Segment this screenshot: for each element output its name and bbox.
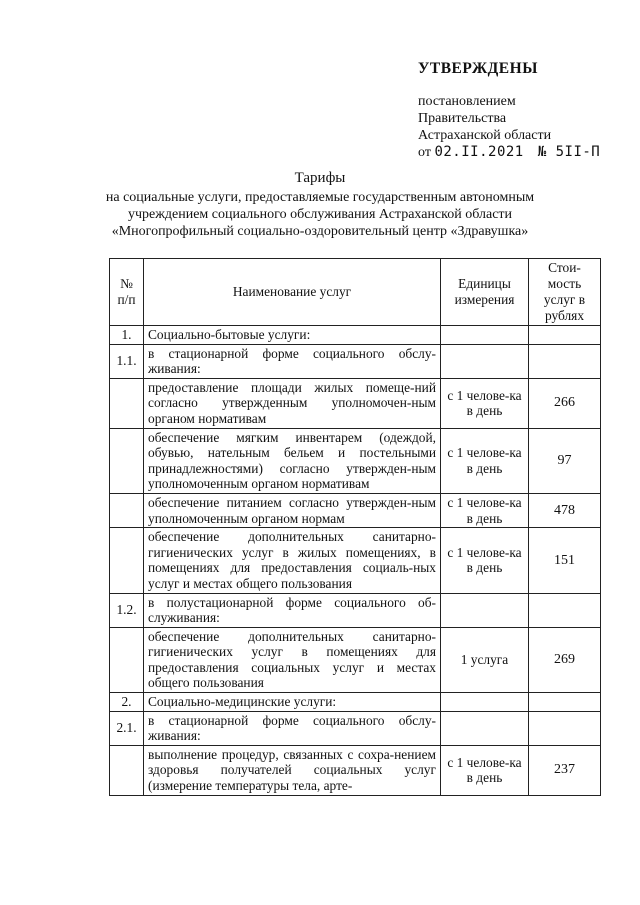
- service-price: 151: [529, 528, 601, 593]
- table-row: [110, 344, 601, 378]
- row-number: 2.: [110, 693, 144, 712]
- service-unit: с 1 челове-ка в день: [441, 745, 529, 795]
- service-price: [529, 693, 601, 712]
- service-price: [529, 326, 601, 345]
- service-unit: [441, 711, 529, 745]
- row-number: [110, 745, 144, 795]
- row-number: 1.: [110, 326, 144, 345]
- table-row: [110, 378, 601, 428]
- approval-line: Правительства: [418, 111, 507, 126]
- header-price: Стои-мость услуг в рублях: [529, 259, 601, 326]
- service-price: 269: [529, 627, 601, 692]
- service-name: в стационарной форме социального обслу-живания:: [144, 711, 441, 745]
- approval-title: УТВЕРЖДЕНЫ: [418, 60, 538, 77]
- service-unit: [441, 344, 529, 378]
- service-unit: [441, 693, 529, 712]
- header-unit: Единицы измерения: [441, 259, 529, 326]
- row-number: 1.2.: [110, 593, 144, 627]
- row-number: 2.1.: [110, 711, 144, 745]
- service-unit: [441, 326, 529, 345]
- table-row: [110, 326, 601, 345]
- service-name: в стационарной форме социального обслу-живания:: [144, 344, 441, 378]
- service-price: 478: [529, 493, 601, 527]
- approval-line: Астраханской области: [418, 128, 552, 143]
- table-row: [110, 693, 601, 712]
- document-title: [0, 170, 640, 240]
- service-unit: с 1 челове-ка в день: [441, 528, 529, 593]
- service-name: обеспечение дополнительных санитарно-гигиенических услуг в жилых помещениях, в помещениях для предоставления социаль-ных услуг и местах общего пользования: [144, 528, 441, 593]
- row-number: 1.1.: [110, 344, 144, 378]
- row-number: [110, 428, 144, 493]
- table-body: [110, 326, 601, 796]
- row-number: [110, 493, 144, 527]
- table-row: [110, 528, 601, 593]
- row-number: [110, 528, 144, 593]
- approval-number: № 5II-П: [537, 144, 601, 160]
- approval-block: [418, 60, 600, 161]
- table-row: [110, 428, 601, 493]
- table-row: [110, 711, 601, 745]
- document-title-line: учреждением социального обслуживания Астраханской области: [127, 207, 513, 222]
- service-name: обеспечение дополнительных санитарно-гигиенических услуг в помещениях для предоставления социальных услуг и местах общего пользования: [144, 627, 441, 692]
- service-price: [529, 711, 601, 745]
- service-name: выполнение процедур, связанных с сохра-нением здоровья получателей социальных услуг (измерение температуры тела, арте-: [144, 745, 441, 795]
- service-unit: с 1 челове-ка в день: [441, 378, 529, 428]
- service-unit: с 1 челове-ка в день: [441, 493, 529, 527]
- service-unit: 1 услуга: [441, 627, 529, 692]
- service-name: обеспечение мягким инвентарем (одеждой, обувью, нательным бельем и постельными принадлежностями) согласно утвержден-ным уполномоченным органом нормативам: [144, 428, 441, 493]
- header-num: № п/п: [110, 259, 144, 326]
- approval-date: 02.II.2021: [434, 144, 524, 160]
- table-header-row: [110, 259, 601, 326]
- service-price: 266: [529, 378, 601, 428]
- service-price: [529, 593, 601, 627]
- table-row: [110, 493, 601, 527]
- header-name: Наименование услуг: [144, 259, 441, 326]
- date-prefix: от: [418, 145, 431, 160]
- service-name: Социально-бытовые услуги:: [144, 326, 441, 345]
- table-row: [110, 745, 601, 795]
- service-unit: с 1 челове-ка в день: [441, 428, 529, 493]
- table-row: [110, 627, 601, 692]
- document-heading: Тарифы: [294, 170, 346, 186]
- row-number: [110, 378, 144, 428]
- approval-line: постановлением: [418, 94, 516, 109]
- row-number: [110, 627, 144, 692]
- service-name: обеспечение питанием согласно утвержден-ным уполномоченным органом нормам: [144, 493, 441, 527]
- document-title-line: «Многопрофильный социально-оздоровительный центр «Здравушка»: [111, 224, 529, 239]
- service-name: Социально-медицинские услуги:: [144, 693, 441, 712]
- service-name: предоставление площади жилых помеще-ний согласно утвержденным уполномочен-ным органом нормативам: [144, 378, 441, 428]
- document-title-line: на социальные услуги, предоставляемые государственным автономным: [105, 190, 535, 205]
- service-price: [529, 344, 601, 378]
- service-price: 237: [529, 745, 601, 795]
- approval-date-line: [418, 144, 600, 161]
- table-row: [110, 593, 601, 627]
- service-name: в полустационарной форме социального об-служивания:: [144, 593, 441, 627]
- tariffs-table: [109, 258, 601, 796]
- service-price: 97: [529, 428, 601, 493]
- service-unit: [441, 593, 529, 627]
